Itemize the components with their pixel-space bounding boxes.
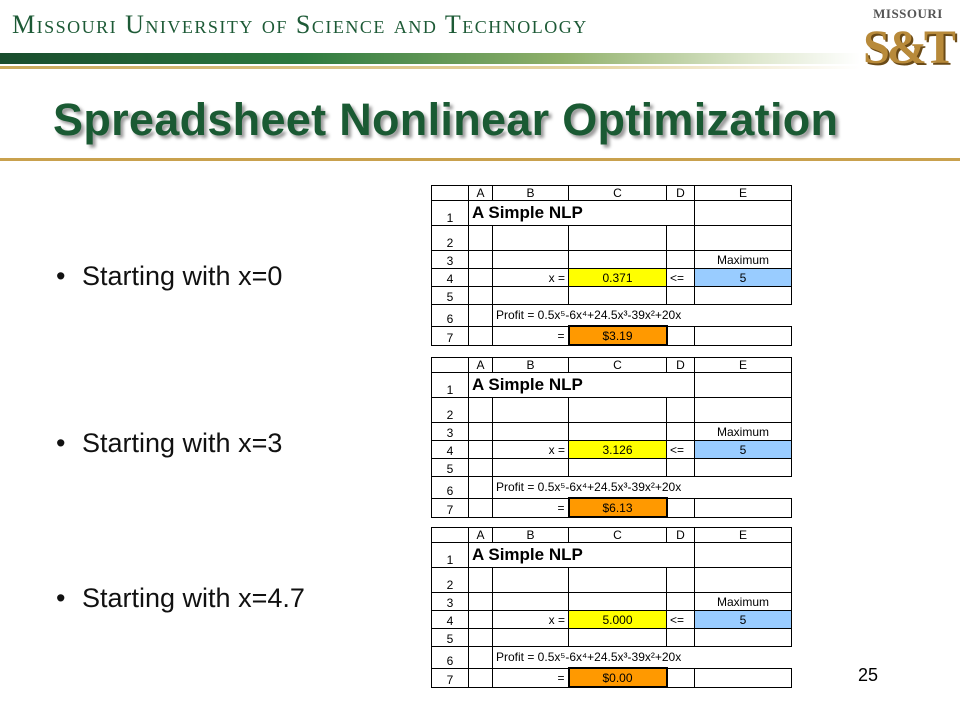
column-header: A [469,528,493,543]
column-header: E [695,528,792,543]
column-header: B [493,528,569,543]
profit-value-cell[interactable]: $0.00 [569,668,667,687]
maximum-label: Maximum [695,251,792,269]
equals-label: = [493,498,569,517]
profit-value-cell[interactable]: $3.19 [569,326,667,345]
row-header: 5 [432,629,469,647]
row-header: 7 [432,326,469,345]
spreadsheet-start-0 [431,185,792,346]
spreadsheet-start-3 [431,357,792,518]
header-accent-line [0,66,860,69]
x-label: x = [493,441,569,459]
le-label: <= [667,611,695,629]
le-label: <= [667,441,695,459]
logo-top-text: MISSOURI [873,6,943,21]
row-header: 4 [432,611,469,629]
row-header: 2 [432,226,469,251]
x-value-cell[interactable]: 5.000 [569,611,667,629]
column-header: D [667,358,695,373]
column-header: E [695,358,792,373]
title-rule [0,158,960,161]
spreadsheet-start-4-7 [431,527,792,688]
sheet-title: A Simple NLP [469,543,667,568]
row-header: 7 [432,668,469,687]
column-header: A [469,358,493,373]
profit-formula: Profit = 0.5x⁵-6x⁴+24.5x³-39x²+20x [493,305,792,327]
row-header: 6 [432,305,469,327]
x-value-cell[interactable]: 3.126 [569,441,667,459]
column-header: A [469,186,493,201]
corner-cell [432,528,469,543]
profit-value-cell[interactable]: $6.13 [569,498,667,517]
row-header: 2 [432,398,469,423]
bullet-item [56,261,282,292]
bullet-text: Starting with x=3 [82,428,283,458]
x-label: x = [493,269,569,287]
column-header: C [569,358,667,373]
row-header: 3 [432,251,469,269]
column-header: B [493,358,569,373]
bullet-text: Starting with x=0 [82,261,283,291]
logo-monogram: S&T [863,21,953,74]
row-header: 4 [432,269,469,287]
sheet-title: A Simple NLP [469,373,667,398]
bullet-text: Starting with x=4.7 [82,583,305,613]
slide-title: Spreadsheet Nonlinear Optimization [53,94,839,145]
equals-label: = [493,326,569,345]
corner-cell [432,358,469,373]
corner-cell [432,186,469,201]
equals-label: = [493,668,569,687]
row-header: 1 [432,543,469,568]
profit-formula: Profit = 0.5x⁵-6x⁴+24.5x³-39x²+20x [493,647,792,669]
header-band [0,53,860,64]
row-header: 7 [432,498,469,517]
column-header: D [667,528,695,543]
bullet-item [56,428,282,459]
row-header: 3 [432,423,469,441]
maximum-label: Maximum [695,423,792,441]
x-label: x = [493,611,569,629]
bullet-dot: • [56,428,66,458]
x-value-cell[interactable]: 0.371 [569,269,667,287]
max-value-cell: 5 [695,611,792,629]
bullet-item [56,583,305,614]
max-value-cell: 5 [695,441,792,459]
column-header: C [569,186,667,201]
row-header: 2 [432,568,469,593]
row-header: 1 [432,373,469,398]
row-header: 5 [432,287,469,305]
le-label: <= [667,269,695,287]
row-header: 5 [432,459,469,477]
row-header: 6 [432,477,469,499]
column-header: C [569,528,667,543]
column-header: B [493,186,569,201]
column-header: D [667,186,695,201]
row-header: 6 [432,647,469,669]
university-logo [862,4,954,78]
page-number: 25 [858,665,879,685]
max-value-cell: 5 [695,269,792,287]
maximum-label: Maximum [695,593,792,611]
profit-formula: Profit = 0.5x⁵-6x⁴+24.5x³-39x²+20x [493,477,792,499]
sheet-title: A Simple NLP [469,201,667,226]
bullet-dot: • [56,583,66,613]
bullet-dot: • [56,261,66,291]
row-header: 3 [432,593,469,611]
university-name: Missouri University of Science and Technology [12,10,588,39]
row-header: 1 [432,201,469,226]
column-header: E [695,186,792,201]
row-header: 4 [432,441,469,459]
